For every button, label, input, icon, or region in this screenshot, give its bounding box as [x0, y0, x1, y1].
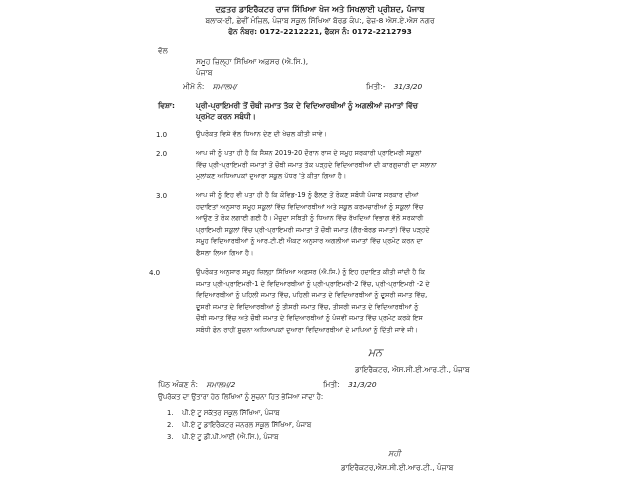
paragraph-line: ਫੈਸਲਾ ਲਿਆ ਗਿਆ ਹੈ।	[196, 248, 254, 257]
letterhead-office: ਦਫ਼ਤਰ ਡਾਇਰੈਕਟਰ ਰਾਜ ਸਿੱਖਿਆ ਖੋਜ ਅਤੇ ਸਿਖਲਾਈ ਪ੍ਰੀਸ਼ਦ, ਪੰਜਾਬ	[215, 5, 425, 14]
paragraph-line: ਆਉਣ ਤੋਂ ਰੋਕ ਲਗਾਈ ਗਈ ਹੈ। ਮੌਜੂਦਾ ਸਥਿਤੀ ਨੂੰ ਧਿਆਨ ਵਿੱਚ ਰੱਖਦਿਆਂ ਵਿਭਾਗ ਵੱਲੋਂ ਸਰਕਾਰੀ	[196, 214, 424, 223]
endorsement-no-label: ਪਿੱਠ ਅੰਕਣ ਨੰ:	[158, 380, 199, 389]
signature-designation: ਡਾਇਰੈਕਟਰ,ਐਸ.ਸੀ.ਈ.ਆਰ.ਟੀ., ਪੰਜਾਬ	[341, 463, 454, 472]
memo-no-label: ਮੀਮੋ ਨੰ:	[183, 82, 205, 91]
paragraph-line: ਮੁਲਾਂਕਣ ਅਧਿਆਪਕਾਂ ਦੁਆਰਾ ਸਕੂਲ ਪੱਧਰ 'ਤੇ ਕੀਤਾ ਗਿਆ ਹੈ।	[196, 172, 347, 181]
paragraph-line: ਚੌਥੀ ਜਮਾਤ ਵਿੱਚ ਅਤੇ ਚੌਥੀ ਜਮਾਤ ਦੇ ਵਿਦਿਆਰਥੀਆਂ ਨੂੰ ਪੰਜਵੀਂ ਜਮਾਤ ਵਿੱਚ ਪ੍ਰਮੋਟ ਕਰਕੇ ਇਸ	[196, 314, 423, 323]
paragraph-line: ਆਪ ਜੀ ਨੂੰ ਪਤਾ ਹੀ ਹੈ ਕਿ ਸੈਸ਼ਨ 2019-20 ਦੌਰਾਨ ਰਾਜ ਦੇ ਸਮੂਹ ਸਰਕਾਰੀ ਪ੍ਰਾਇਮਰੀ ਸਕੂਲਾਂ	[196, 149, 422, 157]
copy-list-item: ਪੀ.ਏ ਟੂ ਡਾਇਰੈਕਟਰ ਜਨਰਲ ਸਕੂਲ ਸਿੱਖਿਆ, ਪੰਜਾਬ	[182, 421, 312, 429]
endorsement-date-value: 31/3/20	[348, 380, 377, 389]
memo-date	[366, 82, 422, 92]
subject-line1: ਪ੍ਰੀ-ਪ੍ਰਾਇਮਰੀ ਤੋਂ ਚੌਥੀ ਜਮਾਤ ਤੱਕ ਦੇ ਵਿਦਿਆਰਥੀਆਂ ਨੂੰ ਅਗਲੀਆਂ ਜਮਾਤਾਂ ਵਿੱਚ	[196, 101, 418, 110]
addressee-line2: ਪੰਜਾਬ	[196, 68, 213, 77]
paragraph-line: ਉਪਰੋਕਤ ਵਿਸ਼ੇ ਵੱਲ ਧਿਆਨ ਦੇਣ ਦੀ ਖੇਚਲ ਕੀਤੀ ਜਾਵੇ।	[196, 130, 327, 138]
paragraph-line: ਸਮੂਹ ਵਿਦਿਆਰਥੀਆਂ ਨੂੰ ਆਰ.ਟੀ.ਈ ਐਕਟ ਅਨੁਸਾਰ ਅਗਲੀਆਂ ਜਮਾਤਾਂ ਵਿੱਚ ਪ੍ਰਮੋਟ ਕਰਨ ਦਾ	[196, 237, 423, 246]
letterhead-phone: ਫੋਨ ਨੰਬਰ: 0172-2212221, ਫੈਕਸ ਨੰ: 0172-2212793	[228, 27, 412, 36]
paragraph	[196, 267, 466, 337]
endorsement-no	[158, 380, 235, 390]
copy-list-number: 2.	[167, 421, 174, 429]
paragraph-line: ਸਬੰਧੀ ਫੋਨ ਰਾਹੀਂ ਸੂਚਨਾ ਅਧਿਆਪਕਾਂ ਦੁਆਰਾ ਵਿਦਿਆਰਥੀਆਂ ਦੇ ਮਾਪਿਆਂ ਨੂੰ ਦਿੱਤੀ ਜਾਵੇ ਜੀ।	[196, 325, 418, 334]
signature-scribble: ਮਨ	[368, 346, 383, 359]
para-number: 4.0	[149, 269, 161, 277]
subject-line2: ਪ੍ਰਮੋਟ ਕਰਨ ਸਬੰਧੀ।	[196, 112, 256, 121]
memo-no	[183, 82, 237, 92]
paragraph-line: ਵਿੱਚ ਪ੍ਰੀ-ਪ੍ਰਾਇਮਰੀ ਜਮਾਤਾਂ ਤੋਂ ਚੌਥੀ ਜਮਾਤ ਤੱਕ ਪੜ੍ਹਦੇ ਵਿਦਿਆਰਥੀਆਂ ਦੀ ਕਾਰਗੁਜ਼ਾਰੀ ਦਾ ਸਲਾਨਾ	[196, 160, 437, 169]
copy-list-item: ਪੀ.ਏ ਟੂ ਸਕੱਤਰ ਸਕੂਲ ਸਿੱਖਿਆ, ਪੰਜਾਬ	[182, 409, 280, 417]
paragraph	[196, 190, 466, 260]
to-label: ਵੱਲ	[158, 46, 168, 55]
memo-date-label: ਮਿਤੀ:-	[366, 82, 386, 91]
letterhead-address: ਬਲਾਕ-ਈ, ਛੇਵੀਂ ਮੰਜ਼ਿਲ, ਪੰਜਾਬ ਸਕੂਲ ਸਿੱਖਿਆ ਬੋਰਡ ਕੰਪ:, ਫੇਜ਼-8 ਐਸ.ਏ.ਐਸ ਨਗਰ	[205, 16, 435, 25]
paragraph-line: ਵਿਦਿਆਰਥੀਆਂ ਨੂੰ ਪਹਿਲੀ ਜਮਾਤ ਵਿੱਚ, ਪਹਿਲੀ ਜਮਾਤ ਦੇ ਵਿਦਿਆਰਥੀਆਂ ਨੂੰ ਦੂਸਰੀ ਜਮਾਤ ਵਿੱਚ,	[196, 291, 428, 300]
addressee-line1: ਸਮੂਹ ਜ਼ਿਲ੍ਹਾ ਸਿੱਖਿਆ ਅਫ਼ਸਰ (ਐ.ਸਿ.),	[196, 57, 309, 66]
para-number: 3.0	[156, 192, 168, 200]
endorsement-date-label: ਮਿਤੀ:	[323, 380, 340, 389]
copy-list-number: 1.	[167, 409, 174, 417]
paragraph-line: ਉਪਰੋਕਤ ਅਨੁਸਾਰ ਸਮੂਹ ਜ਼ਿਲ੍ਹਾ ਸਿੱਖਿਆ ਅਫ਼ਸਰ (ਐ.ਸਿ.) ਨੂੰ ਇਹ ਹਦਾਇਤ ਕੀਤੀ ਜਾਂਦੀ ਹੈ ਕਿ	[196, 268, 425, 276]
para-number: 1.0	[156, 131, 168, 139]
signature-scribble: ਸਹੀ	[388, 449, 401, 458]
endorsement-date	[323, 380, 377, 390]
copy-list-number: 3.	[167, 433, 174, 441]
paragraph-line: ਆਪ ਜੀ ਨੂੰ ਇਹ ਵੀ ਪਤਾ ਹੀ ਹੈ ਕਿ ਕੋਵਿਡ-19 ਨੂੰ ਫੈਲਣ ਤੋਂ ਰੋਕਣ ਸਬੰਧੀ ਪੰਜਾਬ ਸਰਕਾਰ ਦੀਆਂ	[196, 191, 419, 199]
copy-list-item: ਪੀ.ਏ ਟੂ ਡੀ.ਪੀ.ਆਈ (ਐ.ਸਿ.), ਪੰਜਾਬ	[182, 433, 279, 441]
para-number: 2.0	[156, 150, 168, 158]
endorsement-intro: ਉਪਰੋਕਤ ਦਾ ਉਤਾਰਾ ਹੇਠ ਲਿਖਿਆਂ ਨੂੰ ਸੂਚਨਾ ਹਿਤ ਭੇਜਿਆ ਜਾਂਦਾ ਹੈ:	[158, 393, 324, 401]
paragraph-line: ਦੂਸਰੀ ਜਮਾਤ ਦੇ ਵਿਦਿਆਰਥੀਆਂ ਨੂੰ ਤੀਸਰੀ ਜਮਾਤ ਵਿੱਚ, ਤੀਸਰੀ ਜਮਾਤ ਦੇ ਵਿਦਿਆਰਥੀਆਂ ਨੂੰ	[196, 302, 419, 311]
paragraph-line: ਪ੍ਰਾਇਮਰੀ ਸਕੂਲਾਂ ਵਿੱਚ ਪ੍ਰੀ-ਪ੍ਰਾਇਮਰੀ ਜਮਾਤਾਂ ਤੋਂ ਚੌਥੀ ਜਮਾਤ (ਗੈਰ-ਬੋਰਡ ਜਮਾਤਾਂ) ਵਿੱਚ ਪੜ੍ਹਦੇ	[196, 225, 430, 234]
endorsement-no-value: ਸਮਾਲਮ/2	[206, 380, 236, 389]
memo-date-value: 31/3/20	[393, 82, 423, 91]
signature-designation: ਡਾਇਰੈਕਟਰ, ਐਸ.ਸੀ.ਈ.ਆਰ.ਟੀ., ਪੰਜਾਬ	[355, 365, 470, 374]
subject-label: ਵਿਸ਼ਾ:	[158, 101, 175, 110]
paragraph	[196, 148, 466, 183]
memo-no-value: ਸਮਾਲਮ/	[212, 82, 238, 91]
paragraph	[196, 129, 466, 141]
paragraph-line: ਹਦਾਇਤਾਂ ਅਨੁਸਾਰ ਸਮੂਹ ਸਕੂਲਾਂ ਵਿੱਚ ਵਿਦਿਆਰਥੀਆਂ ਅਤੇ ਸਕੂਲ ਕਰਮਚਾਰੀਆਂ ਨੂੰ ਸਕੂਲਾਂ ਵਿੱਚ	[196, 202, 424, 211]
paragraph-line: ਜਮਾਤ ਪ੍ਰੀ-ਪ੍ਰਾਇਮਰੀ-1 ਦੇ ਵਿਦਿਆਰਥੀਆਂ ਨੂੰ ਪ੍ਰੀ-ਪ੍ਰਾਇਮਰੀ-2 ਵਿੱਚ, ਪ੍ਰੀ-ਪ੍ਰਾਇਮਰੀ -2 ਦੇ	[196, 279, 430, 288]
